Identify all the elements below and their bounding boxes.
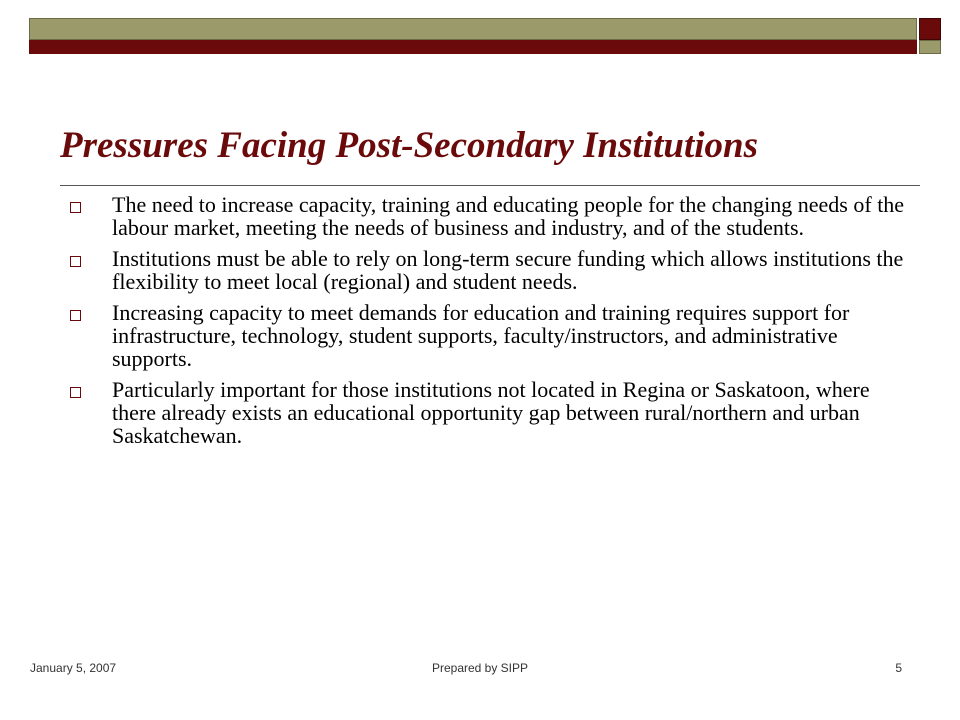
page-number: 5 (895, 661, 902, 675)
list-item (66, 301, 916, 370)
square-bullet-icon (70, 387, 81, 398)
list-item (66, 247, 916, 293)
header-bar-olive (29, 18, 917, 40)
footer-author: Prepared by SIPP (431, 661, 529, 675)
bullet-list (66, 193, 916, 455)
bullet-text: Increasing capacity to meet demands for education and training requires support for infrastructure, technology, student supports, faculty/instructors, and administrative supports. (112, 300, 850, 371)
header-square-maroon (919, 18, 941, 40)
bullet-text: Institutions must be able to rely on long-term secure funding which allows institutions the flexibility to meet local (regional) and student needs. (112, 246, 904, 294)
square-bullet-icon (70, 202, 81, 213)
bullet-text: Particularly important for those institutions not located in Regina or Saskatoon, where there already exists an educational opportunity gap between rural/northern and urban Saskatchewan. (112, 377, 870, 448)
slide-title: Pressures Facing Post-Secondary Institutions (60, 125, 758, 166)
square-bullet-icon (70, 256, 81, 267)
bullet-text: The need to increase capacity, training and educating people for the changing needs of the labour market, meeting the needs of business and industry, and of the students. (112, 192, 905, 240)
header-bar-maroon (29, 40, 917, 54)
footer-date: January 5, 2007 (30, 661, 117, 675)
title-divider (60, 185, 920, 186)
square-bullet-icon (70, 310, 81, 321)
header-square-olive (919, 40, 941, 54)
list-item (66, 378, 916, 447)
list-item (66, 193, 916, 239)
